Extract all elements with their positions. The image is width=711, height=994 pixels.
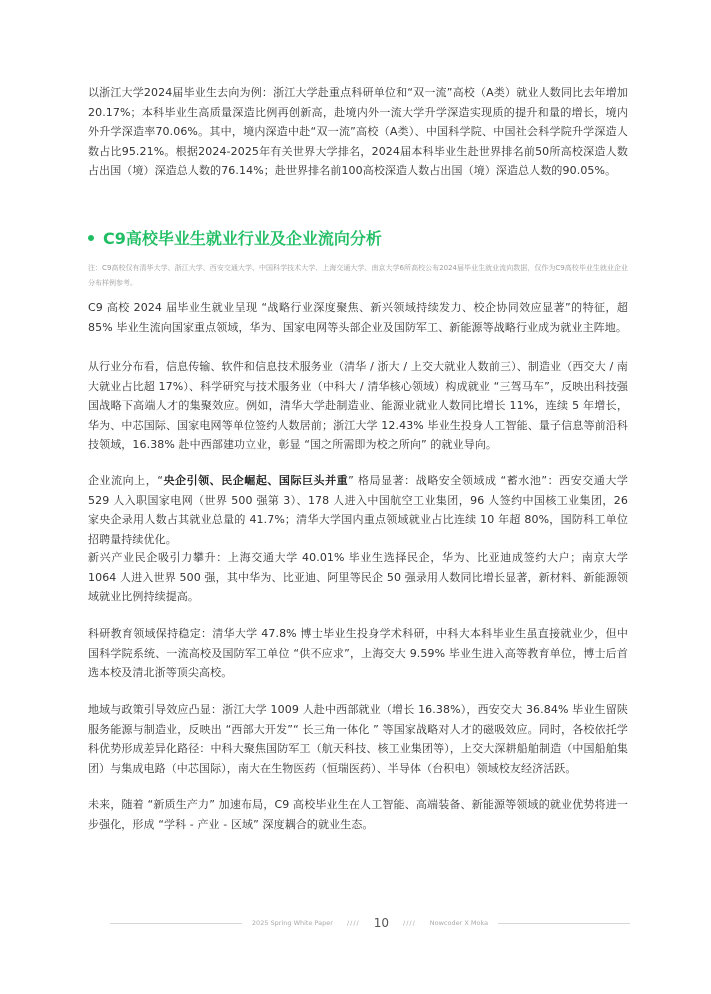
- paragraph-6: 地域与政策引导效应凸显：浙江大学 1009 人赴中西部就业（增长 16.38%），西安交大 36.84% 毕业生留陕服务能源与制造业，反映出 “西部大开发”“ 长三角一体化 ” 等国家战略对人才的磁吸效应。同时，各校依托学科优势形成差异化路径：中科大聚焦国防军工（航天科技、核工业集团等），上交大深耕船舶制造（中国船舶集团）与集成电路（中芯国际），南大在生物医药（恒瑞医药）、半导体（台积电）领域校友经济活跃。: [88, 703, 628, 775]
- paragraph-5: 科研教育领域保持稳定：清华大学 47.8% 博士毕业生投身学术科研，中科大本科毕业生虽直接就业少，但中国科学院系统、一流高校及国防军工单位 “供不应求”，上海交大 9.59% 毕业生进入高等教育单位，博士后首选本校及清北浙等顶尖高校。: [88, 627, 628, 679]
- footer-rule-left: [110, 923, 242, 924]
- footer-right-text: Nowcoder X Moka: [429, 919, 489, 927]
- page-number: 10: [373, 916, 389, 930]
- footer-slashes-right: ////: [403, 919, 416, 927]
- paragraph-7: 未来，随着 “新质生产力” 加速布局，C9 高校毕业生在人工智能、高端装备、新能源等领域的就业优势将进一步强化，形成 “学科 - 产业 - 区域” 深度耦合的就业生态。: [88, 798, 628, 831]
- paragraph-3: [88, 471, 628, 549]
- section-heading: [88, 226, 382, 249]
- page-footer: [110, 913, 630, 933]
- paragraph-3-emphasis: 央企引领、民企崛起、国际巨头并重: [163, 474, 349, 487]
- section-title: C9高校毕业生就业行业及企业流向分析: [103, 229, 382, 248]
- paragraph-3-rest: ” 格局显著：战略安全领域成 “蓄水池”：西安交通大学 529 人入职国家电网（世界 500 强第 3）、178 人进入中国航空工业集团，96 人签约中国核工业集团，26 家央企录用人数占其就业总量的 41.7%；清华大学国内重点领域就业占比连续 10 年超 80%，国防科工单位招聘量持续优化。: [88, 474, 628, 546]
- paragraph-4: 新兴产业民企吸引力攀升：上海交通大学 40.01% 毕业生选择民企，华为、比亚迪成签约大户；南京大学 1064 人进入世界 500 强，其中华为、比亚迪、阿里等民企 50 强录用人数同比增长显著，新材料、新能源领域就业比例持续提高。: [88, 551, 628, 603]
- footer-left-text: 2025 Spring White Paper: [251, 919, 333, 927]
- paragraph-3-lead: 企业流向上，“: [88, 474, 164, 487]
- footer-rule-right: [498, 923, 630, 924]
- section-note: 注：C9高校仅有清华大学、浙江大学、西安交通大学、中国科学技术大学、上海交通大学、南京大学6所高校公布2024届毕业生就业流向数据，仅作为C9高校毕业生就业企业分布样例参考。: [88, 264, 628, 287]
- paragraph-1: C9 高校 2024 届毕业生就业呈现 “战略行业深度聚焦、新兴领域持续发力、校企协同效应显著”的特征，超 85% 毕业生流向国家重点领域，华为、国家电网等头部企业及国防军工、新能源等战略行业成为就业主阵地。: [88, 301, 628, 334]
- intro-paragraph: 以浙江大学2024届毕业生去向为例：浙江大学赴重点科研单位和“双一流”高校（A类）就业人数同比去年增加20.17%；本科毕业生高质量深造比例再创新高，赴境内外一流大学升学深造实现质的提升和量的增长，境内外升学深造率70.06%。其中，境内深造中赴“双一流”高校（A类）、中国科学院、中国社会科学院升学深造人数占比95.21%。根据2024-2025年有关世界大学排名，2024届本科毕业生赴世界排名前50所高校深造人数占出国（境）深造总人数的76.14%；赴世界排名前100高校深造人数占出国（境）深造总人数的90.05%。: [88, 86, 628, 177]
- paragraph-2: 从行业分布看，信息传输、软件和信息技术服务业（清华 / 浙大 / 上交大就业人数前三）、制造业（西交大 / 南大就业占比超 17%）、科学研究与技术服务业（中科大 / 清华核心领域）构成就业 “三驾马车”，反映出科技强国战略下高端人才的集聚效应。例如，清华大学赴制造业、能源业就业人数同比增长 11%，连续 5 年增长，华为、中芯国际、国家电网等单位签约人数居前；浙江大学 12.43% 毕业生投身人工智能、量子信息等前沿科技领域，16.38% 赴中西部建功立业，彰显 “国之所需即为校之所向” 的就业导向。: [88, 360, 628, 451]
- footer-slashes-left: ////: [346, 919, 360, 927]
- bullet-dot-icon: [88, 235, 94, 241]
